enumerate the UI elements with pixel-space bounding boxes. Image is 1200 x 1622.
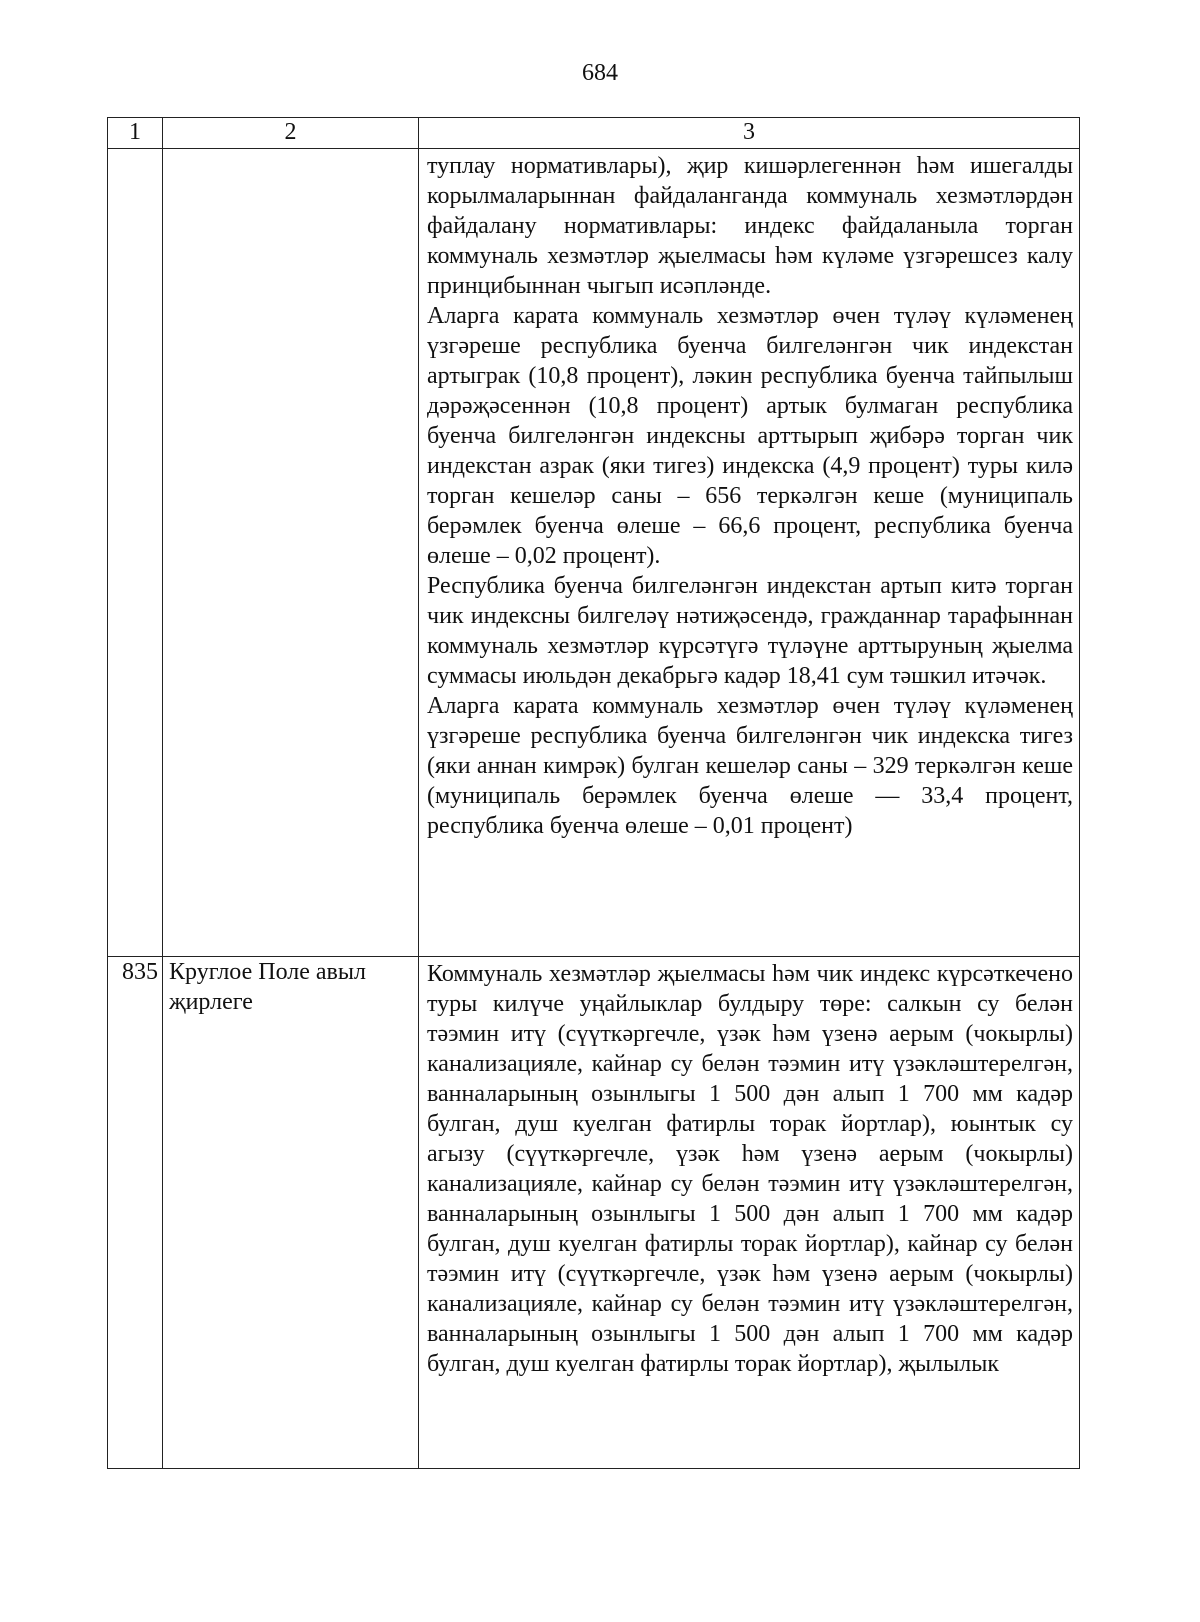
header-col-2: 2 [163,118,419,149]
table-row [108,957,1080,1469]
header-col-3: 3 [419,118,1080,149]
document-table [107,117,1080,1469]
description-paragraph: Республика буенча билгеләнгән индекстан артып китә торган чик индексны билгеләү нәтиҗәсендә, гражданнар тарафыннан коммуналь хезмәтләр күрсәтүгә түләүне арттыруның җыелма суммасы июльдән декабрьгә кадәр 18,41 сум тәшкил итәчәк. [427,573,1073,689]
description-paragraph: Коммуналь хезмәтләр җыелмасы һәм чик индекс күрсәткечено туры килүче уңайлыклар булдыру төре: салкын су белән тәэмин итү (сүүткәргечле, үзәк һәм үзенә аерым (чокырлы) канализацияле, кайнар су белән тәэмин итү үзәкләштерелгән, ванналарының озынлыгы 1 500 дән алып 1 700 мм кадәр булган, душ куелган фатирлы торак йортлар), юынтык су агызу (сүүткәргечле, үзәк һәм үзенә аерым (чокырлы) канализацияле, кайнар су белән тәэмин итү үзәкләштерелгән, ванналарының озынлыгы 1 500 дән алып 1 700 мм кадәр булган, душ куелган фатирлы торак йортлар), кайнар су белән тәэмин итү (сүүткәргечле, үзәк һәм үзенә аерым (чокырлы) канализацияле, кайнар су белән тәэмин итү үзәкләштерелгән, ванналарының озынлыгы 1 500 дән алып 1 700 мм кадәр булган, душ куелган фатирлы торак йортлар), җылылык [427,961,1073,1377]
row-name: Круглое Поле авыл җирлеге [169,959,366,1015]
page-number: 684 [582,60,618,86]
row-description [419,149,1079,841]
description-paragraph: Аларга карата коммуналь хезмәтләр өчен түләү күләменең үзгәреше республика буенча билгеләнгән чик индекстан артыграк (10,8 процент), ләкин республика буенча тайпылыш дәрәҗәсеннән (10,8 процент) артык булмаган республика буенча билгеләнгән индексны арттырып җибәрә торган чик индекстан азрак (яки тигез) индекска (4,9 процент) туры килә торган кешеләр саны – 656 теркәлгән кеше (муниципаль берәмлек буенча өлеше – 66,6 процент, республика буенча өлеше – 0,02 процент). [427,303,1073,569]
row-description [419,957,1079,1379]
header-col-1: 1 [108,118,163,149]
description-paragraph: туплау нормативлары), җир кишәрлегеннән һәм ишегалды корылмаларыннан файдаланганда коммуналь хезмәтләрдән файдалану нормативлары: индекс файдаланыла торган коммуналь хезмәтләр җыелмасы һәм күләме үзгәрешсез калу принцибыннан чыгып исәпләнде. [427,153,1073,299]
row-number: 835 [122,959,158,985]
table-header-row [108,118,1080,149]
table-row [108,149,1080,957]
description-paragraph: Аларга карата коммуналь хезмәтләр өчен түләү күләменең үзгәреше республика буенча билгеләнгән чик индекска тигез (яки аннан кимрәк) булган кешеләр саны – 329 теркәлгән кеше (муниципаль берәмлек буенча өлеше — 33,4 процент, республика буенча өлеше – 0,01 процент) [427,693,1073,839]
